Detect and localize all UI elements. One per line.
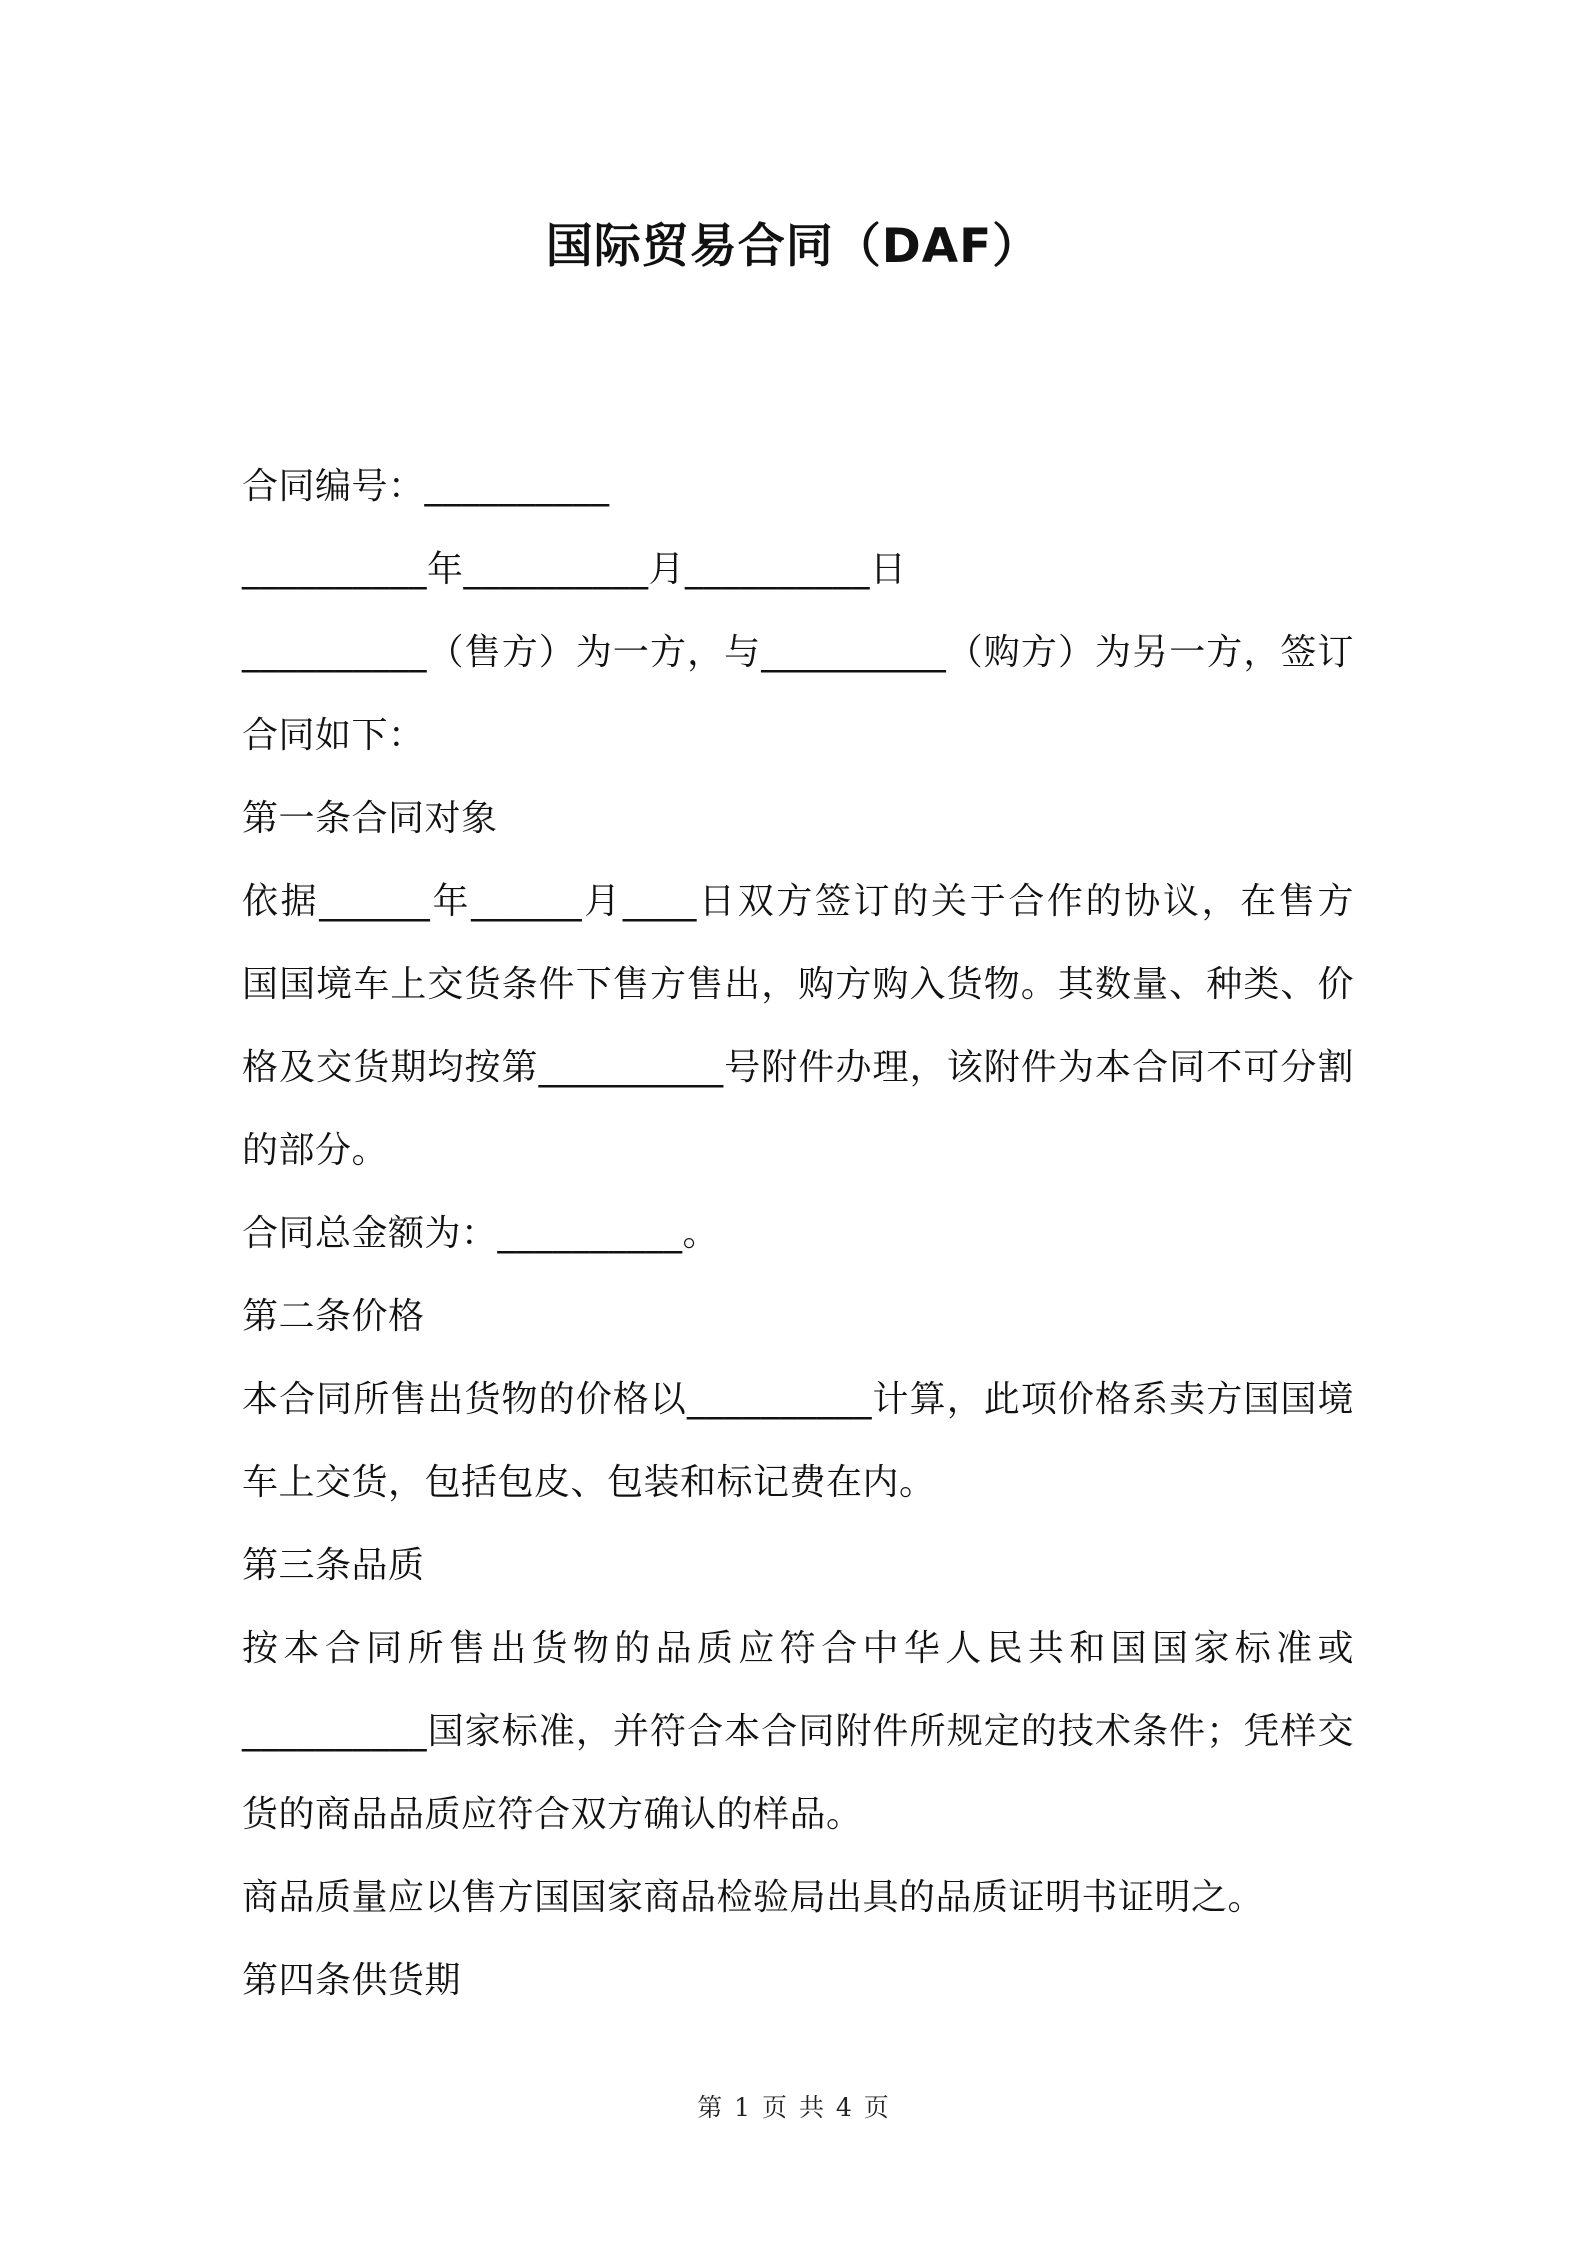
article-1-heading: 第一条合同对象 bbox=[242, 798, 498, 839]
contract-number-line: 合同编号：__________ bbox=[242, 466, 610, 507]
quality-certificate-line: 商品质量应以售方国国家商品检验局出具的品质证明书证明之。 bbox=[242, 1877, 1265, 1918]
article-1-text-line: 依据______年______月____日双方签订的关于合作的协议，在售方 bbox=[242, 881, 1354, 922]
article-3-heading: 第三条品质 bbox=[242, 1545, 425, 1586]
page-number: 第 1 页 共 4 页 bbox=[697, 2093, 889, 2122]
article-2-text-line: 车上交货，包括包皮、包装和标记费在内。 bbox=[242, 1462, 936, 1503]
document-body bbox=[242, 445, 1354, 2022]
article-4-heading: 第四条供货期 bbox=[242, 1960, 462, 2001]
article-2-text-line: 本合同所售出货物的价格以__________计算，此项价格系卖方国国境 bbox=[242, 1379, 1354, 1420]
article-1-text-line: 国国境车上交货条件下售方售出，购方购入货物。其数量、种类、价 bbox=[242, 964, 1354, 1005]
total-amount-line: 合同总金额为：__________。 bbox=[242, 1213, 720, 1254]
article-3-text-line: __________国家标准，并符合本合同附件所规定的技术条件；凭样交 bbox=[242, 1711, 1354, 1752]
parties-line-end: 合同如下： bbox=[242, 715, 425, 756]
document-title: 国际贸易合同（DAF） bbox=[545, 219, 1041, 274]
parties-line: __________（售方）为一方，与__________（购方）为另一方，签订 bbox=[242, 632, 1354, 673]
article-1-text-line: 的部分。 bbox=[242, 1130, 389, 1171]
article-1-text-line: 格及交货期均按第__________号附件办理，该附件为本合同不可分割 bbox=[242, 1047, 1354, 1088]
contract-date-line: __________年__________月__________日 bbox=[242, 549, 907, 590]
article-3-text-line: 货的商品品质应符合双方确认的样品。 bbox=[242, 1794, 863, 1835]
article-3-text-line: 按本合同所售出货物的品质应符合中华人民共和国国家标准或 bbox=[242, 1628, 1354, 1669]
article-2-heading: 第二条价格 bbox=[242, 1296, 425, 1337]
